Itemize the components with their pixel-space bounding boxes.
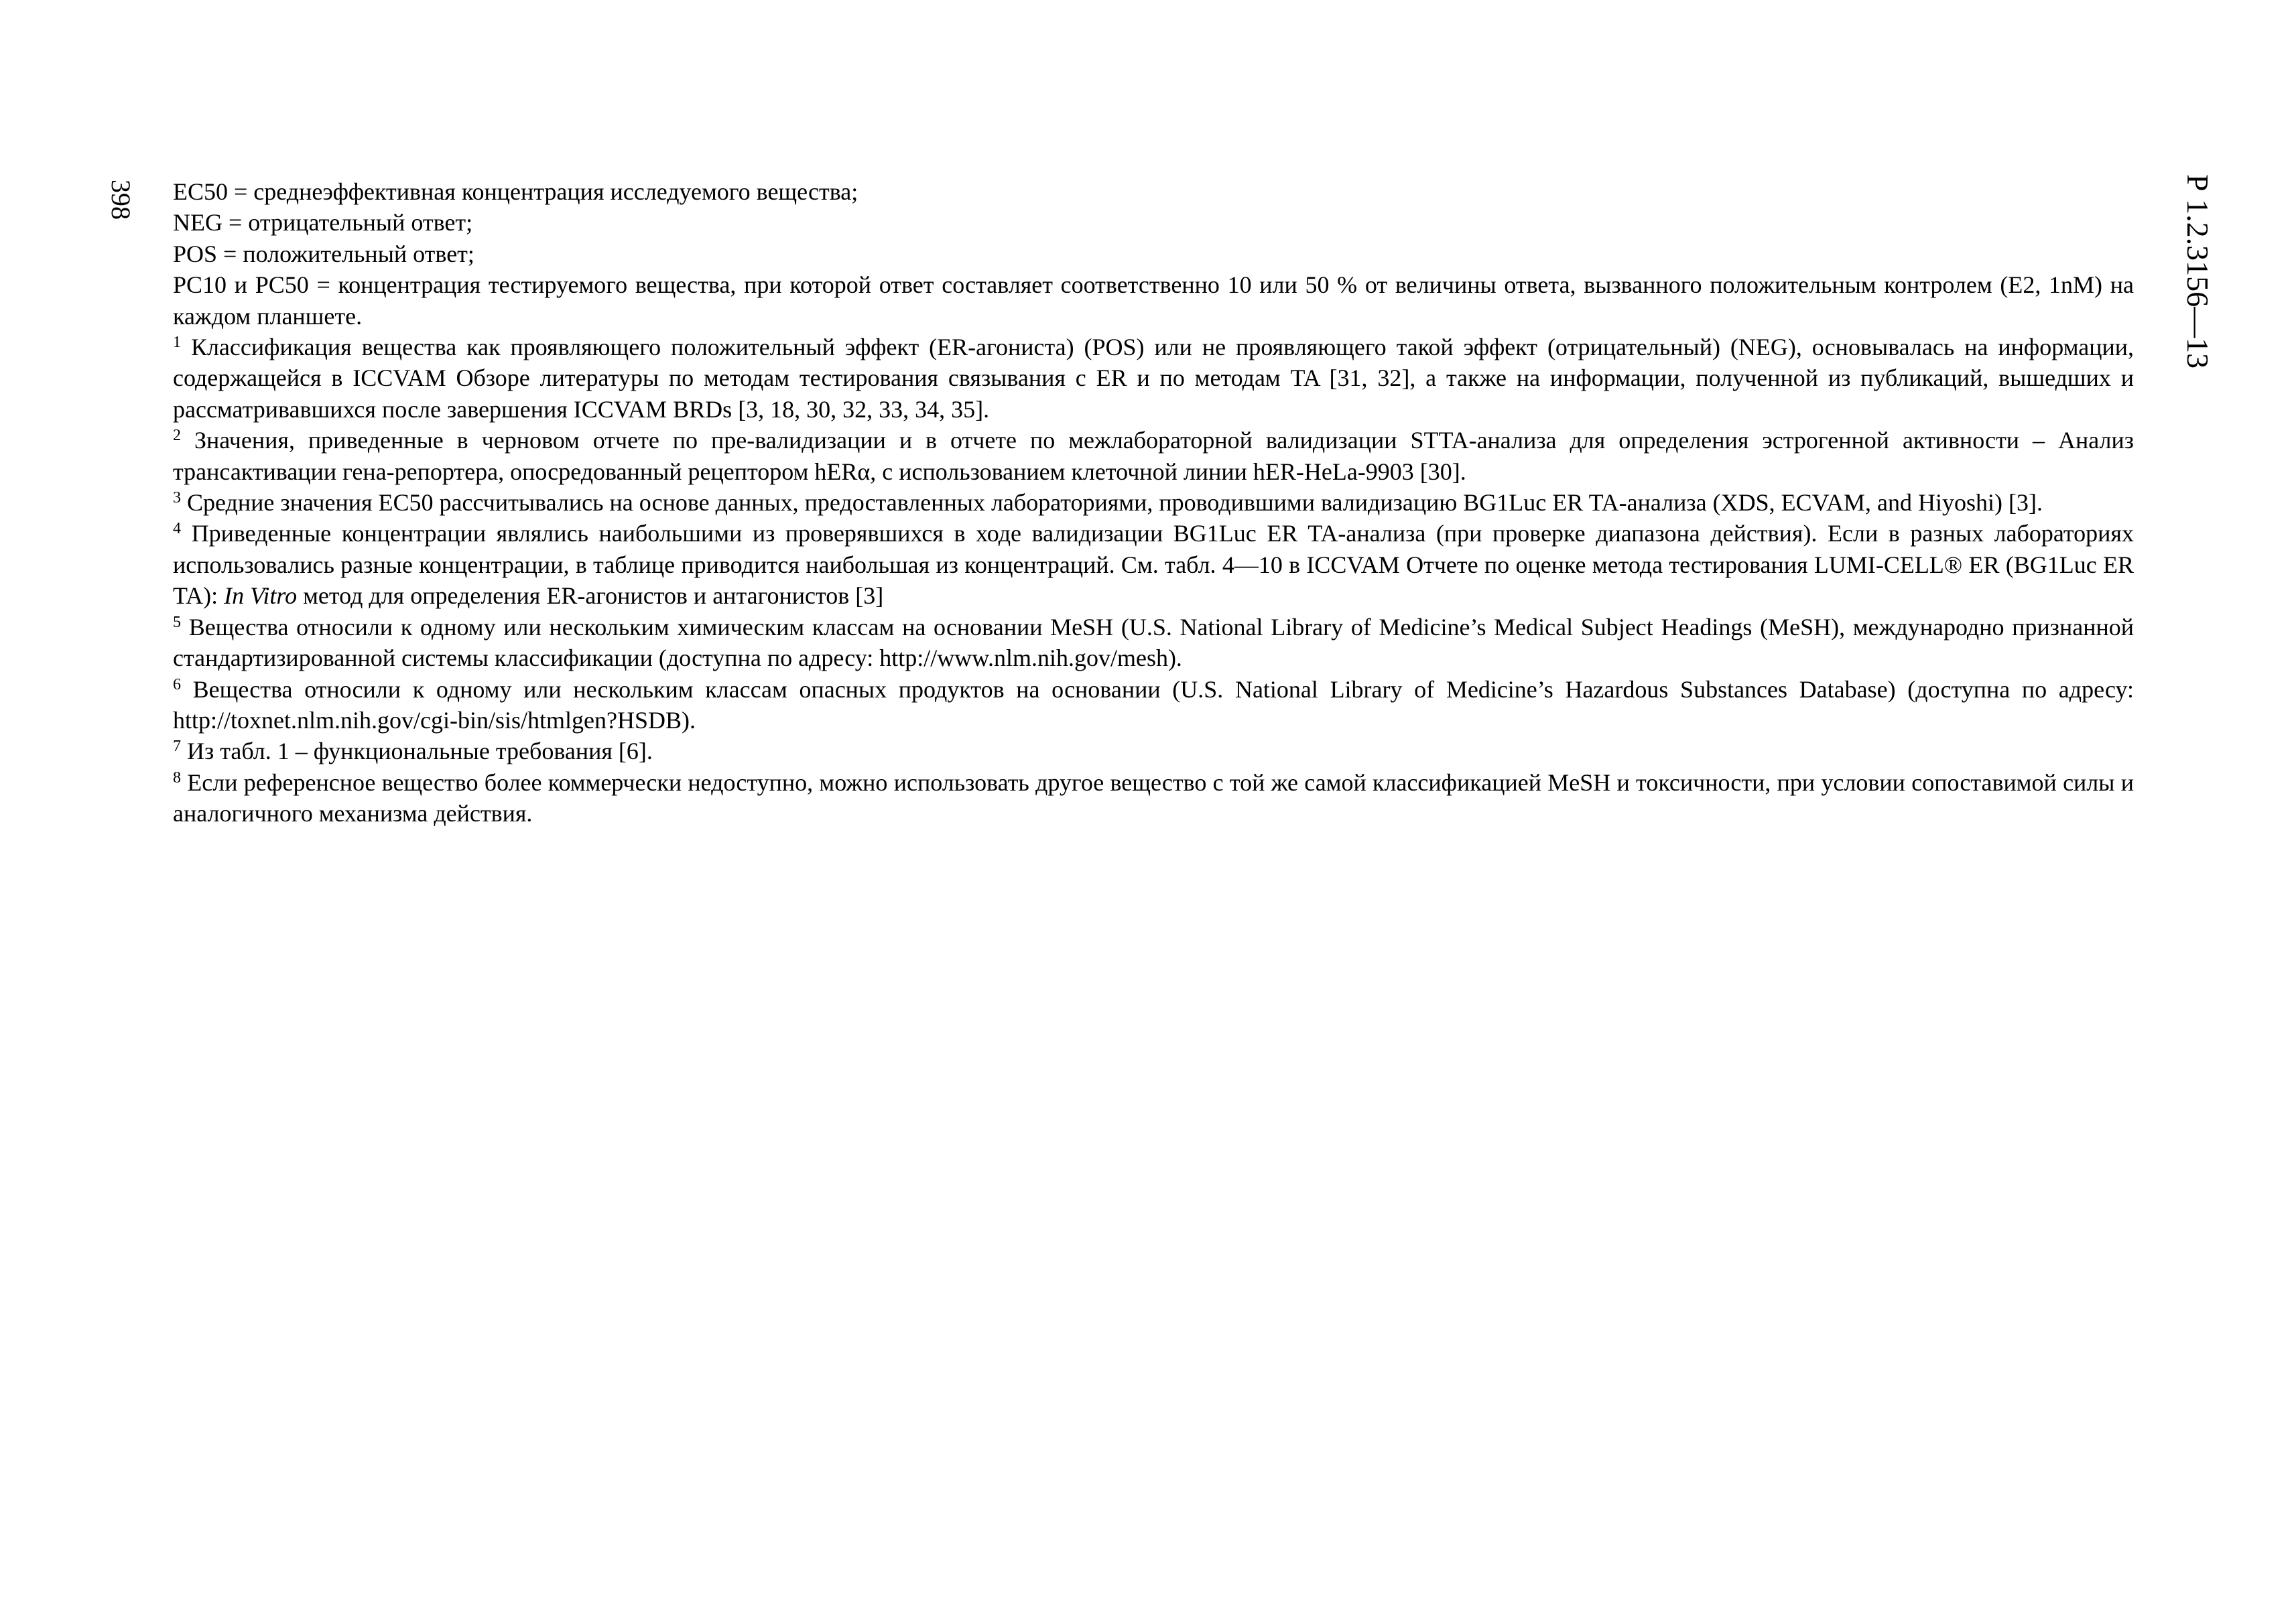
footnote-italic: In Vitro — [224, 582, 298, 610]
footnote-mark: 2 — [173, 427, 181, 445]
abbreviation-neg: NEG = отрицательный ответ; — [173, 209, 473, 236]
footnote-text: Значения, приведенные в черновом отчете по пре-валидизации и в отчете по межлабораторной валидизации STTA-анализа для определения эстрогенной активности – Анализ трансактивации гена-репортера, опосредованный рецептором hERα, с использованием клеточной линии hER-HeLa-9903 [30]. — [173, 427, 2134, 485]
footnote-mark: 1 — [173, 334, 181, 352]
footnote-mark: 4 — [173, 520, 181, 538]
footnote-mark: 5 — [173, 613, 181, 631]
footnote-6 — [173, 674, 2134, 736]
abbreviation-ec50: EC50 = среднеэффективная концентрация исследуемого вещества; — [173, 178, 858, 205]
footnote-text-after: метод для определения ER-агонистов и антагонистов [3] — [297, 582, 884, 610]
footnote-text: Вещества относили к одному или нескольким химическим классам на основании MeSH (U.S. National Library of Medicine’s Medical Subject Headings (MeSH), международно признанной стандартизированной системы классификации (доступна по адресу: http://www.nlm.nih.gov/mesh). — [173, 613, 2134, 672]
footnote-text: Вещества относили к одному или нескольким классам опасных продуктов на основании (U.S. National Library of Medicine’s Hazardous Substances Database) (доступна по адресу: http://toxnet.nlm.nih.gov/cgi-bin/sis/htmlgen?HSDB). — [173, 675, 2134, 734]
footnote-mark: 6 — [173, 675, 181, 693]
footnote-mark: 7 — [173, 738, 181, 756]
footnote-5 — [173, 612, 2134, 674]
footnote-2 — [173, 425, 2134, 487]
footnote-4 — [173, 518, 2134, 611]
page-number: 398 — [106, 180, 136, 220]
footnote-mark: 3 — [173, 489, 181, 507]
footnote-text: Средние значения EC50 рассчитывались на основе данных, предоставленных лабораториями, проводившими валидизацию BG1Luc ER TA-анализа (XDS, ECVAM, and Hiyoshi) [3]. — [187, 489, 2043, 517]
footnote-8 — [173, 767, 2134, 829]
footnote-text: Приведенные концентрации являлись наибольшими из проверявшихся в ходе валидизации BG1Luc ER TA-анализа (при проверке диапазона действия). Если в разных лабораториях использовались разные концентрации, в таблице приводится наибольшая из концентраций. См. табл. 4—10 в ICCVAM Отчете по оценке метода тестирования LUMI-CELL® ER (BG1Luc ER TA): — [173, 520, 2134, 610]
abbreviation-pos: POS = положительный ответ; — [173, 240, 474, 267]
footnote-7 — [173, 736, 2134, 766]
footnote-text: Если референсное вещество более коммерчески недоступно, можно использовать другое вещество с той же самой классификацией MeSH и токсичности, при условии сопоставимой силы и аналогичного механизма действия. — [173, 768, 2134, 827]
footnote-text: Классификация вещества как проявляющего положительный эффект (ER-агониста) (POS) или не проявляющего такой эффект (отрицательный) (NEG), основывалась на информации, содержащейся в ICCVAM Обзоре литературы по методам тестирования связывания с ER и по методам TA [31, 32], а также на информации, полученной из публикаций, вышедших и рассматривавшихся после завершения ICCVAM BRDs [3, 18, 30, 32, 33, 34, 35]. — [173, 334, 2134, 423]
footnote-3 — [173, 487, 2134, 518]
footnote-text: Из табл. 1 – функциональные требования [6]. — [187, 738, 653, 765]
footnote-mark: 8 — [173, 768, 181, 787]
document-code: Р 1.2.3156—13 — [2181, 174, 2215, 369]
footnote-block — [173, 176, 2134, 829]
footnote-1 — [173, 332, 2134, 425]
abbreviation-pc10-pc50: PC10 и PC50 = концентрация тестируемого вещества, при которой ответ составляет соответственно 10 или 50 % от величины ответа, вызванного положительным контролем (E2, 1nM) на каждом планшете. — [173, 271, 2134, 330]
